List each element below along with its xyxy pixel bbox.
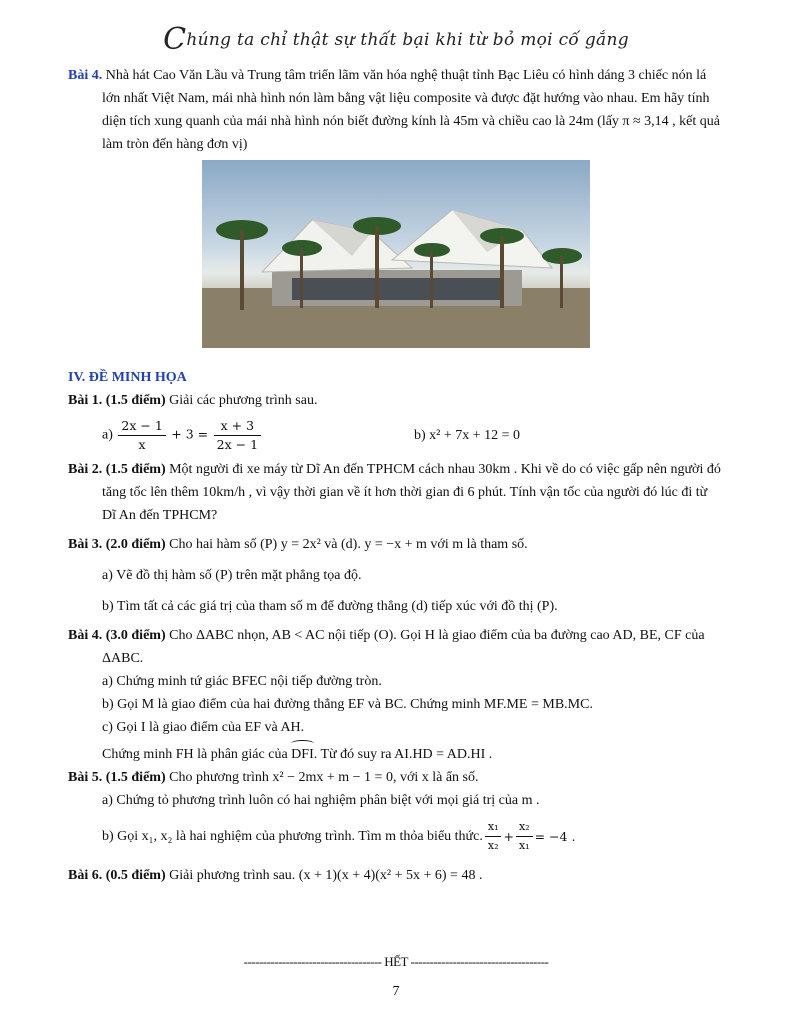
bai2-label: Bài 2. (1.5 điểm): [68, 462, 166, 477]
bai1-part-a: [68, 417, 414, 454]
bai4-line2: BE, CF của ΔABC.: [102, 628, 705, 666]
bai4-intro-line4: chiều cao là 24m (lấy π ≈ 3,14 , kết quả làm tròn đến hàng đơn vị): [102, 114, 720, 152]
fraction-x1-x2-den: x₂: [487, 838, 499, 852]
bai5-b-post: = −4 .: [534, 828, 576, 844]
fraction-right-num: x + 3: [214, 417, 261, 436]
section-title: IV. ĐỀ MINH HỌA: [68, 370, 187, 385]
bai4-a: a) Chứng minh tứ giác BFEC nội tiếp đường tròn.: [102, 674, 382, 689]
bai4-intro: [68, 64, 724, 156]
bai4-d-pre: Chứng minh FH là phân giác của: [102, 747, 288, 762]
bai6-text: Giải phương trình sau. (x + 1)(x + 4)(x² + 5x + 6) = 48 .: [169, 868, 483, 883]
fraction-left: [118, 417, 165, 454]
bai4-label: Bài 4. (3.0 điểm): [68, 628, 166, 643]
bai4-intro-label: Bài 4.: [68, 68, 103, 83]
fraction-x2-x1-num: x₂: [516, 818, 533, 837]
page-number: 7: [392, 984, 400, 999]
bai4-intro-line1: Nhà hát Cao Văn Lầu và Trung tâm triển lãm văn hóa nghệ thuật tỉnh Bạc Liêu có hình dáng 3: [105, 68, 636, 83]
angle-dfi: DFI: [291, 743, 314, 766]
bai3-a: a) Vẽ đồ thị hàm số (P) trên mặt phẳng tọa độ.: [102, 568, 362, 583]
bai5-b-pre: b) Gọi x₁, x₂ là hai nghiệm của phương trình. Tìm m thỏa biểu thức.: [102, 828, 483, 844]
bai5-b: b) Gọi x₁, x₂ là hai nghiệm của phương trình. Tìm m thỏa biểu thức. $\frac{\text{x₁}}{\text{x₂}}$ + $\frac{\text{x₂}}{\text{x₁}}$ = −4 .: [68, 812, 724, 860]
bai6-label: Bài 6. (0.5 điểm): [68, 868, 166, 883]
bai4-intro-line2: chiếc nón lá lớn nhất Việt Nam, mái nhà hình nón làm bằng vật liệu composite và được đặt hướng: [102, 68, 707, 106]
bai4-intro-line3: vào nhau. Em hãy tính diện tích xung quanh của mái nhà hình nón biết đường kính là 45m và: [102, 91, 710, 129]
bai5: [68, 766, 724, 789]
bai4: [68, 624, 724, 670]
bai2: [68, 458, 724, 527]
bai2-line1: Một người đi xe máy từ Dĩ An đến TPHCM cách nhau 30km . Khi về do có việc gấp: [169, 462, 644, 477]
bai1-a-prefix: a): [102, 427, 113, 443]
fraction-right-den: 2x − 1: [216, 436, 259, 452]
fraction-x2-x1: [516, 818, 533, 855]
fraction-left-den: x: [138, 436, 146, 452]
bai4-line1: Cho ΔABC nhọn, AB < AC nội tiếp (O). Gọi H là giao điểm của ba đường cao AD,: [169, 628, 637, 643]
fraction-right: [214, 417, 261, 454]
header-text: húng ta chỉ thật sự thất bại khi từ bỏ mọi cố gắng: [186, 30, 629, 50]
bai2-line3: tốc của người đó lúc đi từ Dĩ An đến TPHCM?: [102, 485, 708, 523]
bai4-c: c) Gọi I là giao điểm của EF và AH.: [102, 720, 305, 735]
header-capital: C: [163, 22, 187, 57]
bai4-d-post: . Từ đó suy ra AI.HD = AD.HI .: [313, 747, 493, 762]
bai3-b: b) Tìm tất cả các giá trị của tham số m để đường thẳng (d) tiếp xúc với đồ thị (P).: [102, 599, 558, 614]
theatre-illustration: [202, 160, 590, 348]
bai5-a: a) Chứng tỏ phương trình luôn có hai nghiệm phân biệt với mọi giá trị của m .: [102, 793, 540, 808]
bai1-part-b: b) x² + 7x + 12 = 0: [414, 427, 521, 443]
fraction-x1-x2-num: x₁: [485, 818, 502, 837]
bai3: [68, 533, 724, 556]
theatre-photo: [202, 160, 590, 348]
fraction-x1-x2: [485, 818, 502, 855]
bai1-text: Giải các phương trình sau.: [169, 393, 318, 408]
bai6: [68, 864, 724, 887]
bai1-a-mid: + 3 =: [171, 426, 209, 442]
bai4-b: b) Gọi M là giao điểm của hai đường thẳng EF và BC. Chứng minh MF.ME = MB.MC.: [102, 697, 593, 712]
fraction-x2-x1-den: x₁: [518, 838, 530, 852]
bai2-line2: nên người đó tăng tốc lên thêm 10km/h , vì vậy thời gian về ít hơn thời gian đi 6 phút. Tính vận: [102, 462, 721, 500]
bai3-text: Cho hai hàm số (P) y = 2x² và (d). y = −x + m với m là tham số.: [169, 537, 528, 552]
bai4-d: [68, 743, 724, 766]
bai5-text: Cho phương trình x² − 2mx + m − 1 = 0, với x là ẩn số.: [169, 770, 479, 785]
bai3-label: Bài 3. (2.0 điểm): [68, 537, 166, 552]
page-header-motto: [0, 22, 792, 57]
fraction-left-num: 2x − 1: [118, 417, 165, 436]
bai1-label: Bài 1. (1.5 điểm): [68, 393, 166, 408]
end-marker: ------------------------------------ HẾT ------------------------------------: [243, 954, 549, 969]
bai5-label: Bài 5. (1.5 điểm): [68, 770, 166, 785]
page-content: [68, 64, 724, 887]
bai1: [68, 389, 724, 412]
bai1-equations: [68, 412, 724, 458]
